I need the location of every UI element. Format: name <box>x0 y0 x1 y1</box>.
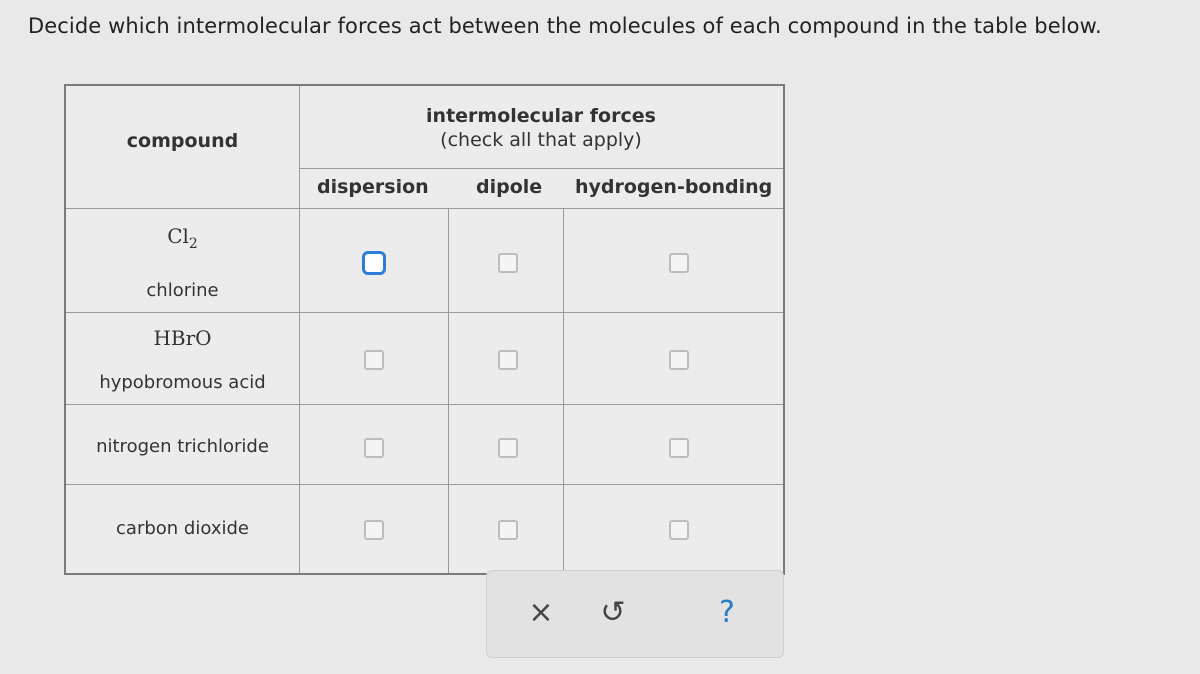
compound-name-hypobromous-acid: hypobromous acid <box>99 372 266 393</box>
column-header-dispersion: dispersion <box>317 176 429 198</box>
checkbox-chlorine-hydrogen-bonding[interactable] <box>669 253 689 273</box>
undo-icon[interactable]: ↺ <box>600 594 626 630</box>
compound-header: compound <box>126 130 239 152</box>
compound-name-nitrogen-trichloride: nitrogen trichloride <box>96 436 269 457</box>
checkbox-nitrogen-trichloride-dispersion[interactable] <box>364 438 384 458</box>
forces-table <box>64 84 785 575</box>
formula-chlorine: $Cl_2$ <box>167 224 198 252</box>
compound-name-chlorine: chlorine <box>146 280 219 301</box>
checkbox-hypobromous-acid-dispersion[interactable] <box>364 350 384 370</box>
column-header-hydrogen-bonding: hydrogen-bonding <box>575 176 773 198</box>
checkbox-nitrogen-trichloride-hydrogen-bonding[interactable] <box>669 438 689 458</box>
formula-hypobromous-acid: HBrO <box>153 326 212 350</box>
forces-header-title: intermolecular forces <box>426 105 656 127</box>
checkbox-nitrogen-trichloride-dipole[interactable] <box>498 438 518 458</box>
forces-header-subtitle: (check all that apply) <box>440 129 642 151</box>
instructions-text: Decide which intermolecular forces act between the molecules of each compound in the table below. <box>28 14 1102 38</box>
compound-name-carbon-dioxide: carbon dioxide <box>116 518 249 539</box>
column-header-dipole: dipole <box>476 176 543 198</box>
forces-header <box>299 104 783 152</box>
checkbox-chlorine-dispersion[interactable] <box>362 251 386 275</box>
help-icon[interactable]: ? <box>719 594 735 630</box>
checkbox-hypobromous-acid-dipole[interactable] <box>498 350 518 370</box>
clear-icon[interactable]: × <box>528 594 554 630</box>
checkbox-chlorine-dipole[interactable] <box>498 253 518 273</box>
checkbox-carbon-dioxide-dipole[interactable] <box>498 520 518 540</box>
checkbox-carbon-dioxide-hydrogen-bonding[interactable] <box>669 520 689 540</box>
checkbox-hypobromous-acid-hydrogen-bonding[interactable] <box>669 350 689 370</box>
checkbox-carbon-dioxide-dispersion[interactable] <box>364 520 384 540</box>
answer-toolbar <box>486 570 784 658</box>
